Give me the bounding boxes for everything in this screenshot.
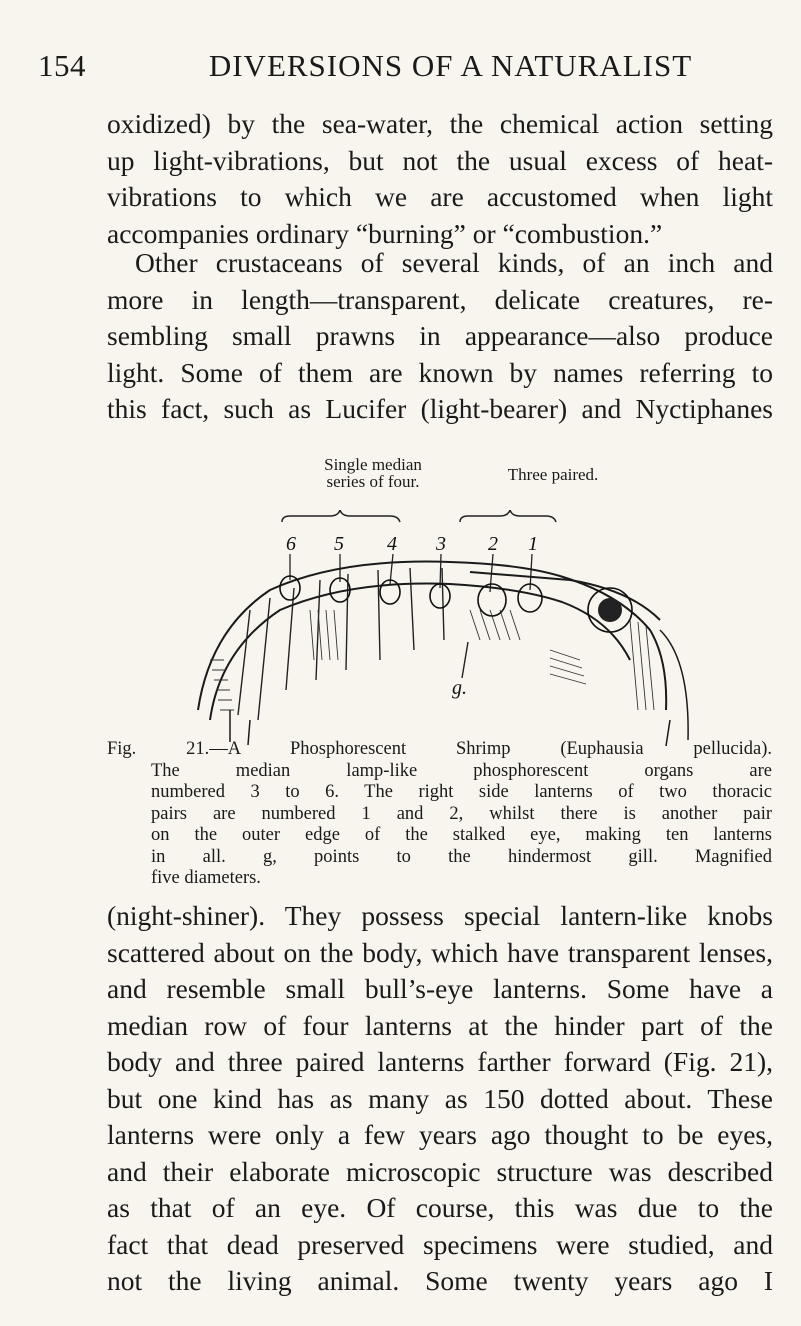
- text-line: scattered about on the body, which have transparent lenses,: [107, 936, 773, 968]
- gill-label: g.: [452, 677, 467, 699]
- text-line: median row of four lanterns at the hinder part of the: [107, 1009, 773, 1041]
- label-three-paired: Three paired.: [507, 465, 599, 484]
- lantern-number-1: 1: [528, 533, 538, 555]
- caption-line: pairs are numbered 1 and 2, whilst there is another pair: [151, 803, 772, 824]
- lantern-number-4: 4: [387, 533, 397, 555]
- caption-line: in all. g, points to the hindermost gill. Magnified: [151, 846, 772, 867]
- shrimp-illustration: [190, 510, 780, 750]
- caption-line: numbered 3 to 6. The right side lanterns of two thoracic: [151, 782, 772, 802]
- caption-line: Fig. 21.—A Phosphorescent Shrimp (Euphausia pellucida).: [107, 739, 772, 759]
- paragraph-3: [107, 898, 773, 1300]
- lantern-number-2: 2: [488, 533, 498, 555]
- text-line: more in length—transparent, delicate creatures, re-: [107, 283, 773, 315]
- text-line: up light-vibrations, but not the usual excess of heat-: [107, 144, 773, 176]
- running-title: DIVERSIONS OF A NATURALIST: [208, 48, 693, 83]
- paragraph-2: [107, 245, 773, 428]
- page-number: 154: [38, 48, 86, 83]
- bracket-single: [282, 510, 400, 522]
- text-line: (night-shiner). They possess special lantern-like knobs: [107, 900, 773, 931]
- label-line: Single median: [324, 455, 422, 474]
- lantern-number-5: 5: [334, 533, 344, 555]
- text-line: as that of an eye. Of course, this was due to the: [107, 1192, 773, 1223]
- label-line: series of four.: [326, 472, 420, 491]
- text-line: Other crustaceans of several kinds, of an inch and: [135, 247, 773, 278]
- text-line: lanterns were only a few years ago thought to be eyes,: [107, 1119, 773, 1150]
- lantern-number-3: 3: [436, 533, 446, 555]
- text-line: not the living animal. Some twenty years ago I: [107, 1265, 773, 1296]
- text-line: body and three paired lanterns farther forward (Fig. 21),: [107, 1046, 773, 1077]
- figure-caption: [107, 739, 772, 890]
- caption-line: on the outer edge of the stalked eye, making ten lanterns: [151, 825, 772, 845]
- text-line: vibrations to which we are accustomed when light: [107, 181, 773, 212]
- caption-line: The median lamp-like phosphorescent organs are: [151, 760, 772, 781]
- text-line: oxidized) by the sea-water, the chemical action setting: [107, 108, 773, 139]
- bracket-three: [460, 510, 556, 522]
- text-line: and resemble small bull’s-eye lanterns. Some have a: [107, 973, 773, 1004]
- paragraph-1: [107, 106, 773, 252]
- caption-line: five diameters.: [151, 868, 261, 888]
- text-line: sembling small prawns in appearance—also produce: [107, 320, 773, 351]
- text-line: fact that dead preserved specimens were studied, and: [107, 1228, 773, 1260]
- lantern-2: [478, 584, 506, 616]
- label-single-median: [278, 456, 468, 490]
- lantern-number-6: 6: [286, 533, 296, 555]
- text-line: accompanies ordinary “burning” or “combustion.”: [107, 217, 663, 249]
- text-line: and their elaborate microscopic structure was described: [107, 1155, 773, 1187]
- text-line: this fact, such as Lucifer (light-bearer) and Nyctiphanes: [107, 393, 773, 424]
- text-line: but one kind has as many as 150 dotted about. These: [107, 1082, 773, 1114]
- text-line: light. Some of them are known by names referring to: [107, 356, 773, 388]
